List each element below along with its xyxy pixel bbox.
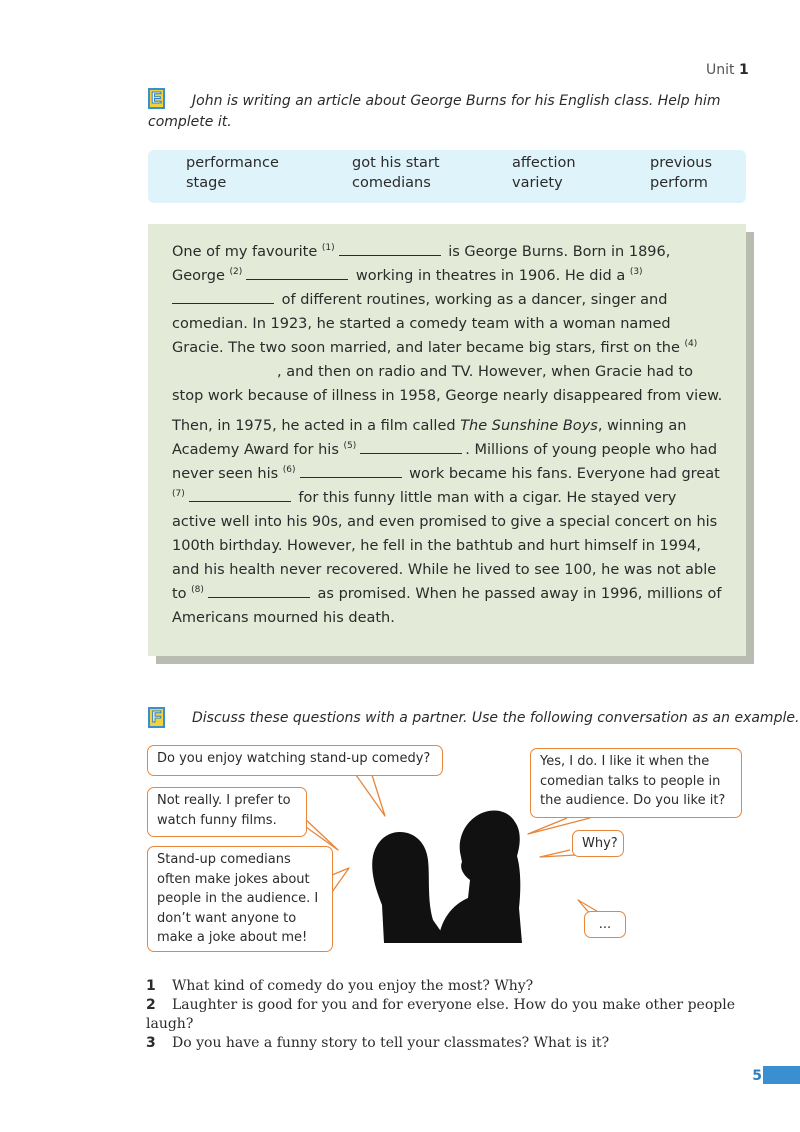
word-bank-item: stage — [186, 175, 227, 191]
blank-number: (4) — [684, 339, 698, 350]
bubble-audience-jokes: Stand-up comedians often make jokes about people in the audience. I don’t want anyone to make a joke about me! — [147, 846, 333, 952]
word-bank-item: variety — [512, 175, 563, 191]
blank-number: (6) — [282, 465, 296, 476]
question-2: 2 Laughter is good for you and for everyone else. How do you make other people laugh? — [146, 997, 735, 1032]
article-paragraph-2: Then, in 1975, he acted in a film called The Sunshine Boys, winning an Academy Award for his $^{(5)}$ . Millions of young people who had never seen his $^{(6)}$ work became his fans. Everyone had great $^{(7)}$ for this funny little man with a cigar. He stayed very active well into his 90s, and even promised to give a special concert on his 100th birthday. However, he fell in the bathtub and hurt himself in 1994, and his health never recovered. While he lived to see 100, he was not able to $^{(8)}$ as promised. When he passed away in 1996, millions of Americans mourned his death. — [172, 418, 722, 626]
bubble-enjoy-comedy: Do you enjoy watching stand-up comedy? — [147, 745, 443, 776]
bubble-not-really: Not really. I prefer to watch funny films. — [147, 787, 307, 837]
man-silhouette-icon — [438, 811, 522, 943]
blank-number: (3) — [629, 267, 643, 278]
word-bank-item: comedians — [352, 175, 431, 191]
blank-number: (1) — [321, 243, 335, 254]
section-f-instruction: Discuss these questions with a partner. Use the following conversation as an example. — [192, 710, 800, 726]
film-title: The Sunshine Boys — [460, 418, 598, 434]
section-e-instruction-line1: John is writing an article about George Burns for his English class. Help him — [192, 93, 721, 109]
question-1: 1 What kind of comedy do you enjoy the most? Why? — [146, 978, 534, 994]
bubble-why: Why? — [572, 830, 624, 857]
section-e-instruction-line2: complete it. — [148, 114, 232, 130]
bubble-ellipsis: ... — [584, 911, 626, 938]
section-f-badge: F — [148, 707, 165, 728]
word-bank-item: perform — [650, 175, 708, 191]
bubble-tail — [540, 850, 576, 857]
blank-number: (2) — [229, 267, 243, 278]
page-number: 5 — [752, 1068, 762, 1084]
unit-label: Unit 1 — [706, 62, 749, 78]
blank-number: (7) — [172, 489, 185, 500]
word-bank-item: affection — [512, 155, 576, 171]
woman-silhouette-icon — [372, 832, 447, 943]
question-3: 3 Do you have a funny story to tell your classmates? What is it? — [146, 1035, 610, 1051]
word-bank-item: got his start — [352, 155, 440, 171]
blank-number: (8) — [191, 585, 204, 596]
article-paragraph-1: One of my favourite $^{(1)}$ is George Burns. Born in 1896, George $^{(2)}$ working in theatres in 1906. He did a $^{(3)}$ of different routines, working as a dancer, singer and comedian. In 1923, he started a comedy team with a woman named Gracie. The two soon married, and later became big stars, first on the $^{(4)}$, and then on radio and TV. However, when Gracie had to stop work because of illness in 1958, George nearly disappeared from view. — [172, 240, 724, 408]
bubble-tail — [356, 775, 385, 816]
bubble-yes-i-do: Yes, I do. I like it when the comedian talks to people in the audience. Do you like it? — [530, 748, 742, 818]
section-e-badge: E — [148, 88, 165, 109]
page-number-bar — [763, 1066, 800, 1084]
word-bank-item: previous — [650, 155, 712, 171]
word-bank-item: performance — [186, 155, 279, 171]
blank-number: (5) — [343, 441, 357, 452]
